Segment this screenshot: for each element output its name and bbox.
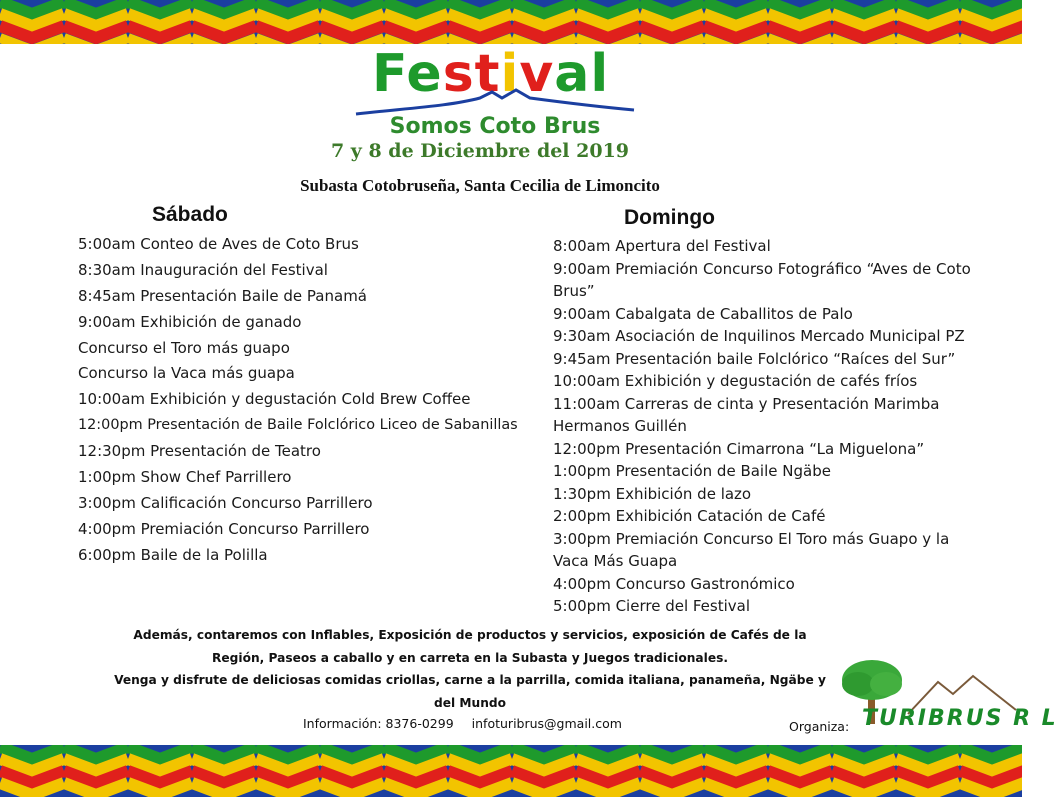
schedule-item: 8:00am Apertura del Festival bbox=[553, 237, 771, 255]
footer-notes bbox=[110, 624, 830, 714]
info-email: infoturibrus@gmail.com bbox=[471, 716, 622, 731]
schedule-item: Concurso el Toro más guapo bbox=[78, 338, 290, 357]
schedule-item: Concurso la Vaca más guapa bbox=[78, 364, 295, 383]
schedule-item: 1:00pm Presentación de Baile Ngäbe bbox=[553, 462, 831, 480]
schedule-item: 4:00pm Premiación Concurso Parrillero bbox=[78, 519, 370, 538]
schedule-item: 11:00am Carreras de cinta y Presentación Marimba Hermanos Guillén bbox=[553, 394, 940, 435]
schedule-item: 8:30am Inauguración del Festival bbox=[78, 260, 328, 279]
schedule-item: 3:00pm Calificación Concurso Parrillero bbox=[78, 493, 373, 512]
footer-line: Además, contaremos con Inflables, Exposición de productos y servicios, exposición de Cafés de la bbox=[133, 628, 807, 642]
schedule-item: 10:00am Exhibición y degustación de cafés fríos bbox=[553, 372, 918, 390]
bottom-zigzag-border bbox=[0, 745, 1022, 797]
schedule-item: 3:00pm Premiación Concurso El Toro más Guapo y la Vaca Más Guapa bbox=[553, 529, 950, 570]
logo-text: TURIBRUS R L bbox=[862, 706, 1058, 731]
schedule-item: 10:00am Exhibición y degustación Cold Brew Coffee bbox=[78, 390, 471, 409]
sunday-schedule bbox=[553, 235, 993, 618]
top-zigzag-border bbox=[0, 0, 1022, 44]
schedule-item: 6:00pm Baile de la Polilla bbox=[78, 545, 268, 564]
footer-line: del Mundo bbox=[434, 695, 506, 710]
schedule-item: 4:00pm Concurso Gastronómico bbox=[553, 574, 795, 593]
festival-logo-word: Festival bbox=[372, 44, 610, 104]
organizer-label: Organiza: bbox=[789, 719, 850, 734]
schedule-item: 9:00am Premiación Concurso Fotográfico “Aves de Coto Brus” bbox=[553, 259, 971, 300]
schedule-item: 8:45am Presentación Baile de Panamá bbox=[78, 286, 367, 305]
footer-line: Venga y disfrute de deliciosas comidas criollas, carne a la parrilla, comida italiana, panameña, Ngäbe y bbox=[114, 673, 826, 687]
subtitle: Somos Coto Brus bbox=[389, 114, 601, 139]
schedule-item: 9:00am Cabalgata de Caballitos de Palo bbox=[553, 304, 853, 323]
schedule-item: 2:00pm Exhibición Catación de Café bbox=[553, 507, 826, 525]
info-phone: Información: 8376-0299 bbox=[303, 716, 454, 731]
saturday-title: Sábado bbox=[152, 203, 228, 226]
schedule-item: 9:30am Asociación de Inquilinos Mercado Municipal PZ bbox=[553, 327, 965, 345]
schedule-item: 1:00pm Show Chef Parrillero bbox=[78, 468, 292, 487]
schedule-item: 9:00am Exhibición de ganado bbox=[78, 312, 302, 331]
schedule-item: 9:45am Presentación baile Folclórico “Raíces del Sur” bbox=[553, 349, 956, 368]
schedule-item: 12:30pm Presentación de Teatro bbox=[78, 442, 321, 461]
schedule-item: 5:00pm Cierre del Festival bbox=[553, 597, 751, 615]
saturday-schedule bbox=[78, 233, 548, 570]
contact-info bbox=[303, 716, 622, 731]
festival-dates: 7 y 8 de Diciembre del 2019 bbox=[330, 140, 630, 162]
sunday-title: Domingo bbox=[624, 206, 715, 229]
schedule-item: 12:00pm Presentación de Baile Folclórico Liceo de Sabanillas bbox=[78, 417, 518, 434]
schedule-item: 1:30pm Exhibición de lazo bbox=[553, 484, 752, 503]
turibrus-logo bbox=[838, 654, 1058, 746]
tree-mountain-logo-icon bbox=[838, 654, 1018, 746]
footer-line: Región, Paseos a caballo y en carreta en la Subasta y Juegos tradicionales. bbox=[212, 650, 728, 665]
schedule-item: 5:00am Conteo de Aves de Coto Brus bbox=[78, 235, 359, 253]
festival-venue: Subasta Cotobruseña, Santa Cecilia de Limoncito bbox=[300, 176, 660, 195]
schedule-item: 12:00pm Presentación Cimarrona “La Miguelona” bbox=[553, 439, 925, 458]
